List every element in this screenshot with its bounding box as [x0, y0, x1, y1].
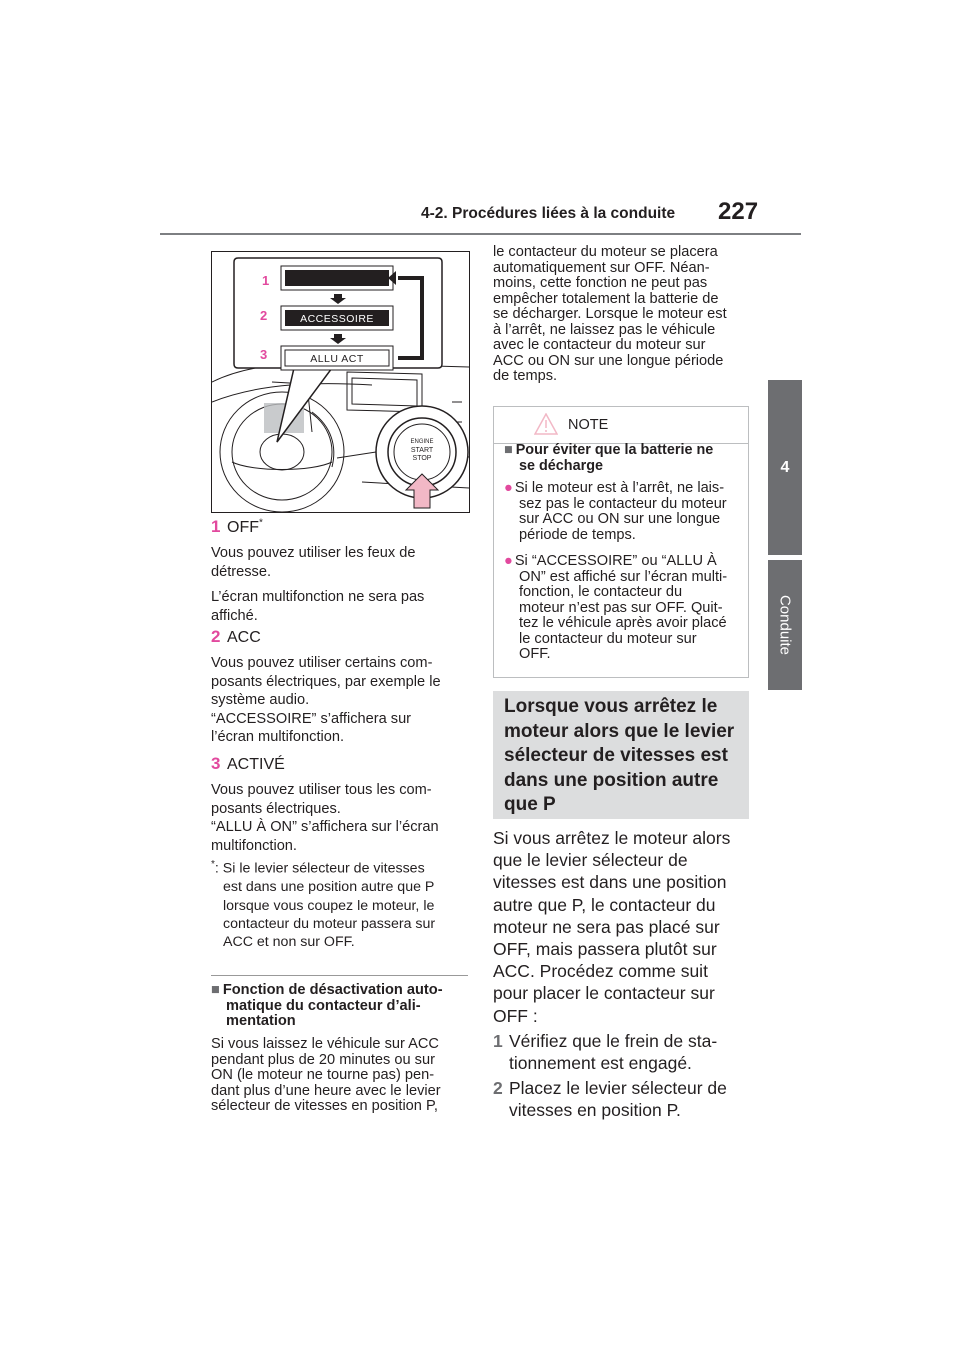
- button-text-engine: ENGINE: [410, 439, 434, 445]
- text-line: que le levier sélecteur de: [493, 850, 688, 871]
- text-line: contacteur du moteur passera sur: [223, 915, 436, 932]
- text-line: “ALLU À ON” s’affichera sur l’écran: [211, 819, 439, 836]
- text-line: Fonction de désactivation auto-: [222, 982, 443, 998]
- text-line: tez le véhicule après avoir placé: [519, 615, 727, 631]
- text-line: tionnement est engagé.: [509, 1053, 692, 1074]
- text-line: Si “ACCESSOIRE” ou “ALLU À: [514, 553, 717, 569]
- item-1-asterisk: *: [259, 517, 263, 529]
- screen-allu-text: ALLU ACT: [310, 353, 364, 365]
- text-line: Vous pouvez utiliser tous les com-: [211, 782, 432, 798]
- text-line: : Si le levier sélecteur de vitesses: [214, 860, 425, 877]
- figure-label-3: 3: [260, 347, 268, 362]
- text-line: sélecteur de vitesses en position P,: [211, 1098, 438, 1114]
- text-line: vitesses en position P.: [509, 1100, 681, 1121]
- text-line: lorsque vous coupez le moteur, le: [223, 897, 435, 914]
- text-line: Pour éviter que la batterie ne: [515, 442, 714, 458]
- text-line: moteur n’est pas sur OFF. Quit-: [519, 599, 723, 616]
- text-line: empêcher totalement la batterie de: [493, 290, 719, 307]
- text-line: ON (le moteur ne tourne pas) pen-: [211, 1067, 435, 1083]
- text-line: de temps.: [493, 368, 558, 384]
- item-2-title: ACC: [227, 629, 261, 646]
- item-1-text: [211, 544, 466, 625]
- text-line: posants électriques.: [211, 800, 341, 817]
- text-line: ON” est affiché sur l’écran multi-: [519, 568, 728, 585]
- text-line: dans une position autre: [504, 769, 719, 791]
- step-2: [493, 1077, 748, 1121]
- text-line: moteur ne sera pas placé sur: [493, 916, 720, 937]
- figure-label-1: 1: [262, 273, 270, 288]
- header-rule: [160, 233, 801, 235]
- text-line: l’écran multifonction.: [211, 729, 345, 746]
- item-3: [211, 754, 466, 855]
- page-number: 227: [718, 198, 759, 225]
- text-line: Vous pouvez utiliser les feux de: [211, 545, 416, 561]
- text-line: moteur alors que le levier: [504, 720, 735, 742]
- text-line: posants électriques, par exemple le: [211, 673, 441, 690]
- text-line: détresse.: [211, 563, 272, 580]
- text-line: moins, cette fonction ne peut pas: [493, 275, 708, 291]
- item-2-number: 2: [211, 627, 221, 646]
- item-1-title: OFF: [227, 519, 259, 536]
- note-bullet-1: [504, 481, 746, 543]
- text-line: mentation: [226, 1013, 296, 1029]
- chapter-tab-number: [768, 380, 802, 555]
- round-bullet-icon: ●: [504, 553, 513, 569]
- button-text-start: START: [410, 447, 434, 454]
- text-line: ACC. Procédez comme suit: [493, 961, 708, 982]
- item-3-title: ACTIVÉ: [227, 756, 285, 773]
- note-bullet-2: [504, 554, 746, 663]
- text-line: dant plus d’une heure avec le levier: [211, 1082, 441, 1099]
- text-line: sur ACC ou ON sur une longue: [519, 511, 721, 527]
- text-line: OFF :: [493, 1005, 538, 1026]
- text-line: sez pas le contacteur du moteur: [519, 495, 727, 512]
- ignition-illustration: [211, 251, 470, 513]
- text-line: ACC ou ON sur une longue période: [493, 352, 724, 369]
- procedure-intro: [493, 827, 748, 1027]
- text-line: Lorsque vous arrêtez le: [504, 696, 718, 717]
- text-line: le contacteur du moteur se placera: [493, 244, 718, 260]
- text-line: avec le contacteur du moteur sur: [493, 337, 706, 353]
- step-1: [493, 1030, 748, 1074]
- text-line: que P: [504, 794, 556, 815]
- screen-accessoire-text: ACCESSOIRE: [300, 313, 374, 325]
- text-line: est dans une position autre que P: [223, 879, 435, 896]
- text-line: sélecteur de vitesses est: [504, 745, 728, 766]
- text-line: le contacteur du moteur sur: [519, 630, 697, 647]
- note-title: NOTE: [568, 417, 609, 433]
- text-line: pendant plus de 20 minutes ou sur: [211, 1051, 435, 1068]
- item-1: [211, 517, 466, 625]
- item-2: [211, 627, 466, 747]
- text-line: se décharge: [519, 457, 603, 474]
- step-1-number: 1: [493, 1031, 503, 1051]
- text-line: système audio.: [211, 692, 310, 709]
- chapter-label: Conduite: [776, 594, 794, 656]
- item-3-text: [211, 781, 466, 855]
- continuation-paragraph: [493, 245, 748, 385]
- section-divider: [211, 975, 468, 976]
- text-line: OFF.: [519, 646, 551, 662]
- text-line: période de temps.: [519, 526, 636, 543]
- text-line: Si le moteur est à l’arrêt, ne lais-: [514, 480, 725, 496]
- auto-off-paragraph: [211, 1037, 466, 1115]
- item-1-number: 1: [211, 517, 221, 536]
- text-line: Vous pouvez utiliser certains com-: [211, 655, 433, 671]
- note-subheading: [504, 443, 744, 474]
- text-line: matique du contacteur d’ali-: [226, 997, 421, 1014]
- square-bullet-icon: ■: [504, 442, 513, 458]
- section-title-box: [493, 691, 749, 819]
- text-line: vitesses est dans une position: [493, 872, 727, 893]
- text-line: “ACCESSOIRE” s’affichera sur: [211, 710, 412, 727]
- button-text-stop: STOP: [412, 455, 432, 462]
- text-line: ACC et non sur OFF.: [223, 934, 355, 951]
- section-heading: [504, 695, 744, 818]
- text-line: multifonction.: [211, 837, 297, 854]
- ignition-diagram: [212, 252, 469, 512]
- text-line: fonction, le contacteur du: [519, 584, 683, 600]
- text-line: se décharger. Lorsque le moteur est: [493, 306, 727, 322]
- auto-off-subheading: [211, 983, 466, 1030]
- text-line: Si vous arrêtez le moteur alors: [493, 828, 731, 848]
- footnote: [211, 856, 466, 952]
- step-2-number: 2: [493, 1078, 503, 1098]
- item-3-number: 3: [211, 754, 221, 773]
- item-2-text: [211, 654, 466, 747]
- text-line: à l’arrêt, ne laissez pas le véhicule: [493, 321, 716, 338]
- round-bullet-icon: ●: [504, 480, 513, 496]
- text-line: OFF, mais passera plutôt sur: [493, 939, 717, 960]
- chapter-number: 4: [780, 458, 790, 476]
- text-line: Si vous laissez le véhicule sur ACC: [211, 1036, 439, 1052]
- text-line: L’écran multifonction ne sera pas: [211, 589, 425, 606]
- text-line: Vérifiez que le frein de sta-: [509, 1031, 718, 1051]
- chapter-tab-label: [768, 560, 802, 690]
- text-line: pour placer le contacteur sur: [493, 983, 715, 1004]
- section-title: 4-2. Procédures liées à la conduite: [421, 205, 676, 222]
- text-line: autre que P, le contacteur du: [493, 894, 716, 915]
- note-header: [494, 407, 748, 444]
- figure-label-2: 2: [260, 308, 268, 323]
- text-line: Placez le levier sélecteur de: [509, 1078, 727, 1098]
- text-line: automatiquement sur OFF. Néan-: [493, 259, 710, 276]
- warning-icon: [534, 413, 558, 435]
- note-box: [493, 406, 749, 678]
- square-bullet-icon: ■: [211, 982, 220, 998]
- footnote-asterisk: *: [211, 859, 215, 870]
- text-line: affiché.: [211, 607, 258, 624]
